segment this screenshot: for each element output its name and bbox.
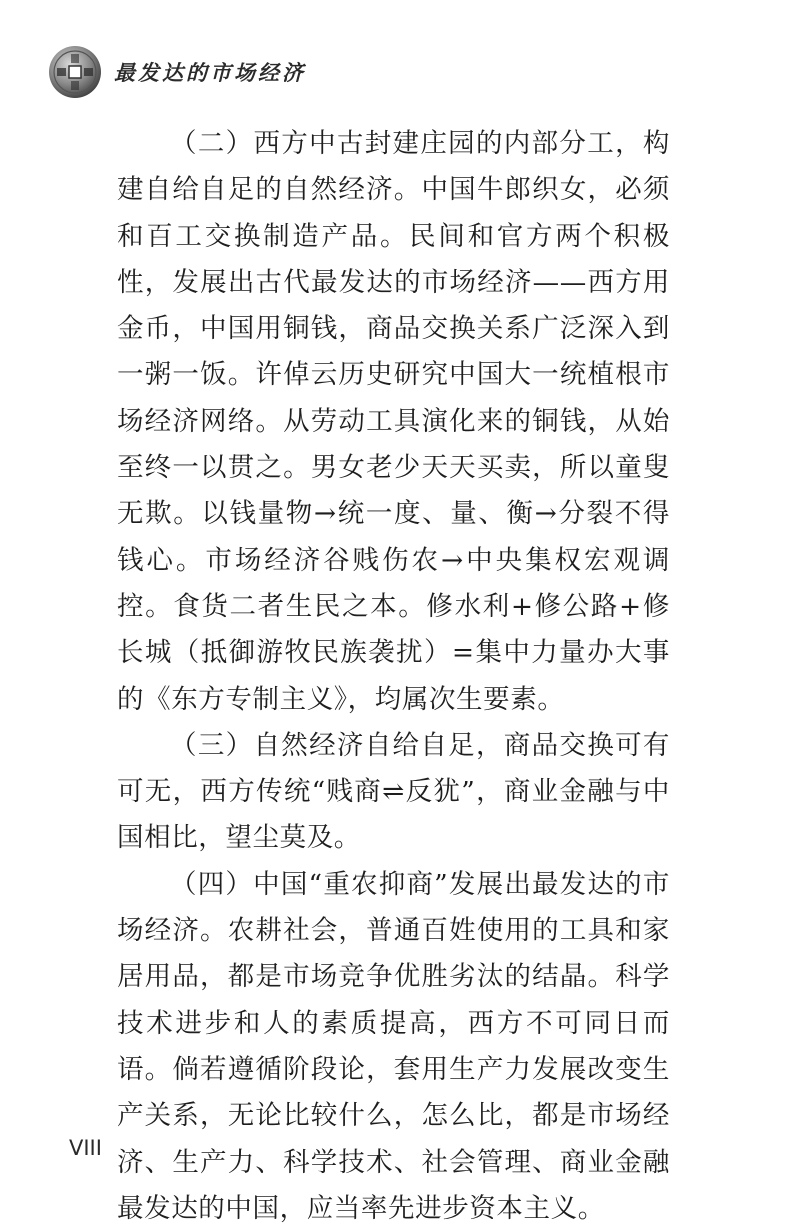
chinese-coin-icon	[48, 45, 102, 99]
page-number: VIII	[69, 1136, 102, 1160]
body-text	[117, 121, 670, 1232]
running-header-title: 最发达的市场经济	[114, 60, 306, 85]
paragraph-2: （二）西方中古封建庄园的内部分工，构建自给自足的自然经济。中国牛郎织女，必须和百工交换制造产品。民间和官方两个积极性，发展出古代最发达的市场经济——西方用金币，中国用铜钱，商品交换关系广泛深入到一粥一饭。许倬云历史研究中国大一统植根市场经济网络。从劳动工具演化来的铜钱，从始至终一以贯之。男女老少天天买卖，所以童叟无欺。以钱量物→统一度、量、衡→分裂不得钱心。市场经济谷贱伤农→中央集权宏观调控。食货二者生民之本。修水利+修公路+修长城（抵御游牧民族袭扰）=集中力量办大事的《东方专制主义》，均属次生要素。	[117, 128, 670, 715]
paragraph-4: （四）中国“重农抑商”发展出最发达的市场经济。农耕社会，普通百姓使用的工具和家居用品，都是市场竞争优胜劣汰的结晶。科学技术进步和人的素质提高，西方不可同日而语。倘若遵循阶段论，套用生产力发展改变生产关系，无论比较什么，怎么比，都是市场经济、生产力、科学技术、社会管理、商业金融最发达的中国，应当率先进步资本主义。	[117, 868, 670, 1224]
paragraph-3: （三）自然经济自给自足，商品交换可有可无，西方传统“贱商⇌反犹”，商业金融与中国相比，望尘莫及。	[117, 729, 670, 854]
running-header	[48, 42, 306, 102]
